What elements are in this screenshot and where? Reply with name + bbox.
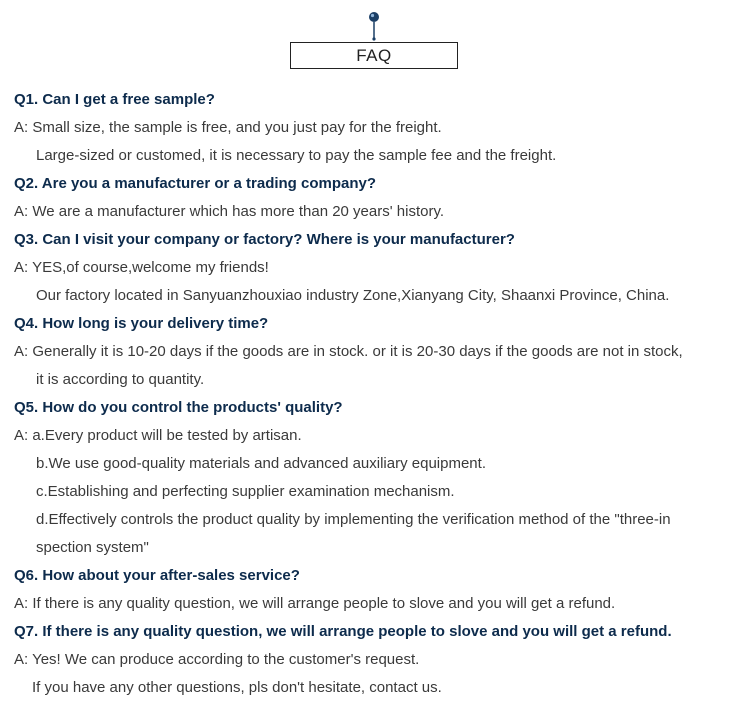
faq-answer: If you have any other questions, pls don't hesitate, contact us. [32, 679, 442, 696]
faq-title-box [290, 42, 458, 69]
faq-answer: c.Establishing and perfecting supplier examination mechanism. [36, 483, 455, 500]
faq-answer: A: Generally it is 10-20 days if the goods are in stock. or it is 20-30 days if the goods are not in stock, [14, 343, 683, 360]
faq-list [14, 86, 744, 702]
faq-question: Q7. If there is any quality question, we will arrange people to slove and you will get a refund. [14, 623, 672, 640]
faq-question: Q1. Can I get a free sample? [14, 91, 215, 108]
faq-answer: A: If there is any quality question, we will arrange people to slove and you will get a refund. [14, 595, 616, 612]
faq-question: Q2. Are you a manufacturer or a trading company? [14, 175, 377, 192]
faq-answer: A: YES,of course,welcome my friends! [14, 259, 269, 276]
faq-answer: b.We use good-quality materials and advanced auxiliary equipment. [36, 455, 486, 472]
faq-answer: spection system" [36, 539, 149, 556]
faq-answer: d.Effectively controls the product quality by implementing the verification method of the "three-in [36, 511, 671, 528]
faq-answer: A: Yes! We can produce according to the customer's request. [14, 651, 420, 668]
faq-question: Q3. Can I visit your company or factory? Where is your manufacturer? [14, 231, 515, 248]
pin-icon [367, 10, 381, 42]
page-title: FAQ [356, 45, 392, 65]
faq-answer: it is according to quantity. [36, 371, 205, 388]
faq-answer: Our factory located in Sanyuanzhouxiao industry Zone,Xianyang City, Shaanxi Province, China. [36, 287, 670, 304]
faq-answer: A: a.Every product will be tested by artisan. [14, 427, 302, 444]
faq-answer: A: Small size, the sample is free, and you just pay for the freight. [14, 119, 442, 136]
faq-question: Q4. How long is your delivery time? [14, 315, 269, 332]
faq-question: Q5. How do you control the products' quality? [14, 399, 343, 416]
faq-answer: A: We are a manufacturer which has more than 20 years' history. [14, 203, 445, 220]
faq-answer: Large-sized or customed, it is necessary to pay the sample fee and the freight. [36, 147, 557, 164]
faq-question: Q6. How about your after-sales service? [14, 567, 300, 584]
